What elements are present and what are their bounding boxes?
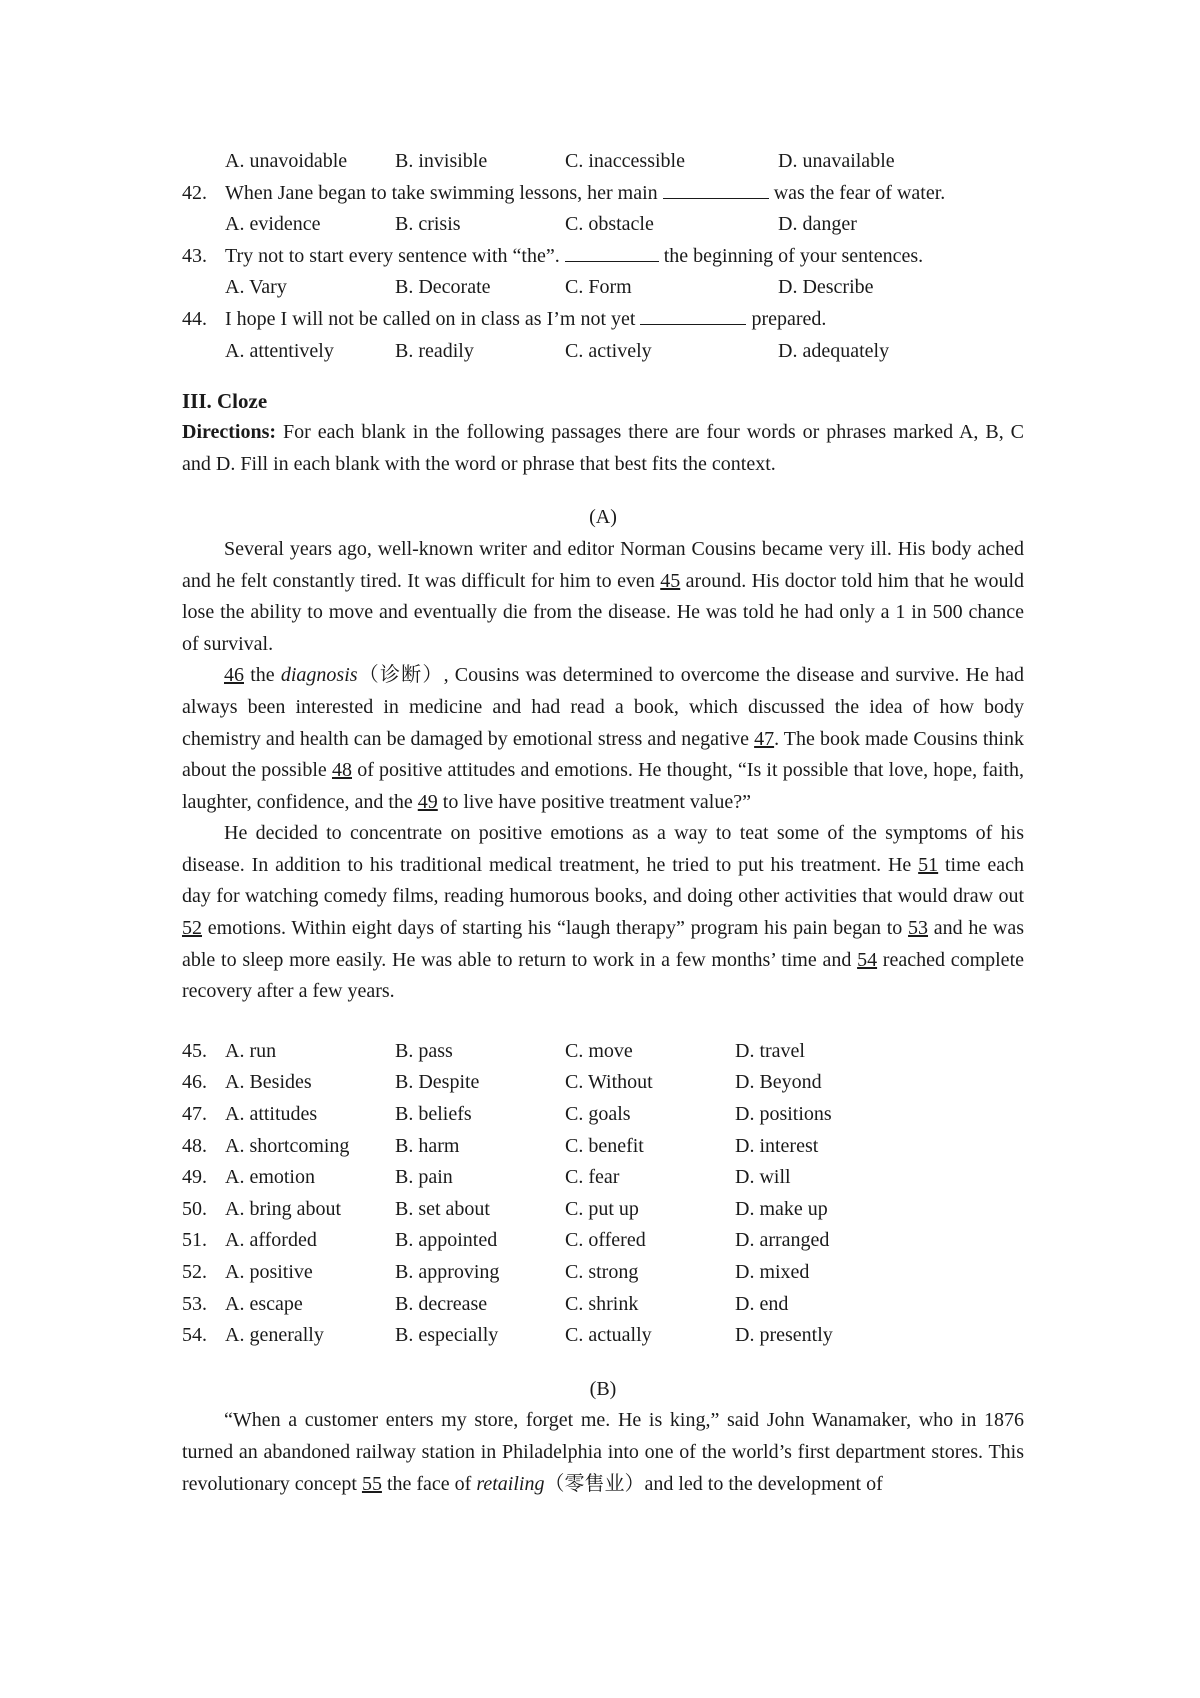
answer-blank: [565, 241, 659, 262]
option-b: B. pain: [395, 1166, 453, 1189]
option-d: D. arranged: [735, 1229, 830, 1252]
q41-options: [182, 146, 1024, 178]
text-run: （零售业）and led to the development of: [544, 1472, 883, 1495]
option-c: C. offered: [565, 1229, 646, 1252]
question-text: [225, 304, 826, 336]
option-c: C. shrink: [565, 1292, 639, 1315]
question-number: 48.: [182, 1134, 207, 1157]
option-a: A. attentively: [225, 339, 334, 362]
option-a: A. Vary: [225, 276, 287, 299]
q41-option-b: B. invisible: [395, 150, 488, 172]
answer-row: [182, 1036, 1024, 1068]
cloze-answer-options: [182, 1036, 1024, 1352]
option-b: B. decrease: [395, 1292, 488, 1315]
option-d: D. make up: [735, 1197, 828, 1220]
q41-option-c: C. inaccessible: [565, 150, 685, 172]
option-c: C. obstacle: [565, 213, 654, 236]
blank-number: 52: [182, 917, 202, 940]
text-run: （诊断）, Cousins was determined to overcome the disease and survive. He had always been interested in medicine and had read a book, which discussed the idea of how body chemistry and health can be damaged by emotional stress and negative: [182, 664, 1024, 750]
option-a: A. generally: [225, 1324, 324, 1347]
answer-row: [182, 1257, 1024, 1289]
option-a: A. attitudes: [225, 1103, 318, 1126]
option-b: B. Despite: [395, 1071, 480, 1094]
option-d: D. end: [735, 1292, 789, 1315]
option-b: B. harm: [395, 1134, 460, 1157]
answer-blank: [663, 178, 769, 199]
text-run: and he was able to sleep more easily. He was able to return to work in a few months’ time and: [182, 917, 1025, 971]
blank-number: 51: [918, 853, 939, 876]
option-d: D. adequately: [778, 339, 890, 362]
section-title: III. Cloze: [182, 389, 268, 414]
answer-row: [182, 1320, 1024, 1352]
q43-options: [182, 272, 1024, 304]
text-run: the: [244, 664, 281, 687]
text-run: time each day for watching comedy films, reading humorous books, and doing other activities that would draw out: [182, 853, 1024, 908]
option-d: D. Beyond: [735, 1071, 822, 1094]
blank-number: 46: [224, 664, 244, 687]
blank-number: 48: [332, 759, 352, 782]
text-run: reached complete recovery after a few years.: [182, 948, 1024, 1003]
blank-number: 54: [857, 948, 878, 971]
question-number: 44.: [182, 307, 207, 330]
question-number: 47.: [182, 1103, 207, 1126]
text-run: around. His doctor told him that he would lose the ability to move and eventually die from the disease. He was told he had only a 1 in 500 chance of survival.: [182, 569, 1024, 655]
option-b: B. readily: [395, 339, 474, 362]
blank-number: 45: [660, 569, 681, 592]
answer-row: [182, 1194, 1024, 1226]
q43-stem: [182, 241, 1024, 273]
option-a: A. escape: [225, 1292, 303, 1315]
q44-options: [182, 336, 1024, 368]
option-a: A. shortcoming: [225, 1134, 350, 1157]
option-c: C. Form: [565, 276, 632, 299]
option-b: B. beliefs: [395, 1103, 472, 1126]
option-a: A. bring about: [225, 1197, 342, 1220]
option-a: A. evidence: [225, 213, 321, 236]
option-b: B. set about: [395, 1197, 490, 1220]
option-a: A. Besides: [225, 1071, 312, 1094]
option-c: C. put up: [565, 1197, 639, 1220]
option-c: C. move: [565, 1039, 633, 1062]
directions: [182, 417, 1024, 480]
option-b: B. pass: [395, 1039, 453, 1062]
option-a: A. positive: [225, 1261, 313, 1283]
answer-row: [182, 1289, 1024, 1321]
option-b: B. approving: [395, 1261, 500, 1283]
blank-number: 55: [361, 1472, 382, 1495]
option-c: C. Without: [565, 1071, 653, 1094]
option-c: C. goals: [565, 1103, 631, 1126]
option-d: D. danger: [778, 213, 857, 236]
stem-before: I hope I will not be called on in class as I’m not yet: [225, 307, 636, 330]
option-a: A. afforded: [225, 1229, 317, 1252]
q44-stem: [182, 304, 1024, 336]
stem-before: When Jane began to take swimming lessons, her main: [225, 181, 658, 204]
text-run: to live have positive treatment value?”: [437, 790, 751, 813]
passage-a-paragraph-2: [182, 660, 1024, 818]
question-number: 46.: [182, 1071, 207, 1094]
option-c: C. actively: [565, 339, 652, 362]
answer-blank: [640, 304, 746, 325]
question-number: 54.: [182, 1324, 207, 1347]
question-number: 42.: [182, 181, 207, 204]
italic-term: diagnosis: [280, 664, 358, 687]
stem-after: the beginning of your sentences.: [663, 244, 924, 267]
question-text: [225, 178, 945, 210]
blank-number: 49: [417, 790, 438, 813]
text-run: of positive attitudes and emotions. He thought, “Is it possible that love, hope, faith, laughter, confidence, and the: [182, 759, 1024, 813]
question-number: 52.: [182, 1261, 207, 1283]
passage-a-paragraph-1: [182, 534, 1024, 660]
passage-a-paragraph-3: [182, 818, 1024, 1008]
option-b: B. appointed: [395, 1229, 498, 1252]
option-a: A. run: [225, 1039, 277, 1062]
directions-label: Directions:: [182, 421, 277, 444]
option-c: C. fear: [565, 1166, 620, 1189]
question-number: 53.: [182, 1292, 207, 1315]
answer-row: [182, 1162, 1024, 1194]
question-text: [225, 241, 923, 273]
stem-before: Try not to start every sentence with “the”.: [225, 244, 560, 267]
passage-b-label: (B): [589, 1377, 617, 1400]
text-run: emotions. Within eight days of starting his “laugh therapy” program his pain began to: [202, 917, 909, 940]
option-a: A. emotion: [225, 1166, 315, 1189]
option-d: D. mixed: [735, 1261, 810, 1283]
option-d: D. interest: [735, 1134, 819, 1157]
text-run: . The book made Cousins think about the possible: [182, 727, 1024, 782]
option-d: D. Describe: [778, 276, 874, 299]
answer-row: [182, 1131, 1024, 1163]
q41-option-d: D. unavailable: [778, 150, 895, 172]
answer-row: [182, 1225, 1024, 1257]
option-b: B. crisis: [395, 213, 461, 236]
q41-option-a: A. unavoidable: [225, 150, 348, 172]
passage-b-paragraph-1: [182, 1405, 1024, 1500]
text-run: Several years ago, well-known writer and editor Norman Cousins became very ill. His body ached and he felt constantly tired. It was difficult for him to even: [182, 537, 1024, 592]
blank-number: 53: [908, 917, 929, 940]
directions-text: For each blank in the following passages there are four words or phrases marked A, B, C and D. Fill in each blank with the word or phrase that best fits the context.: [182, 421, 1024, 475]
exam-page: [182, 146, 1024, 1500]
option-b: B. Decorate: [395, 276, 491, 299]
option-b: B. especially: [395, 1324, 499, 1347]
option-d: D. positions: [735, 1103, 832, 1126]
question-number: 43.: [182, 244, 207, 267]
answer-row: [182, 1099, 1024, 1131]
question-number: 49.: [182, 1166, 207, 1189]
text-run: the face of: [381, 1472, 477, 1495]
italic-term: retailing: [476, 1472, 545, 1495]
q42-options: [182, 209, 1024, 241]
q42-stem: [182, 178, 1024, 210]
option-c: C. strong: [565, 1261, 639, 1283]
option-c: C. actually: [565, 1324, 652, 1347]
answer-row: [182, 1067, 1024, 1099]
stem-after: was the fear of water.: [773, 181, 946, 204]
question-number: 50.: [182, 1197, 207, 1220]
text-run: He decided to concentrate on positive emotions as a way to teat some of the symptoms of his disease. In addition to his traditional medical treatment, he tried to put his treatment. He: [182, 822, 1024, 876]
question-number: 51.: [182, 1229, 207, 1252]
stem-after: prepared.: [751, 307, 827, 330]
passage-a-label: (A): [589, 506, 617, 529]
option-d: D. presently: [735, 1324, 833, 1347]
option-c: C. benefit: [565, 1134, 644, 1157]
option-d: D. will: [735, 1166, 791, 1189]
option-d: D. travel: [735, 1039, 805, 1062]
blank-number: 47: [754, 727, 775, 750]
question-number: 45.: [182, 1039, 207, 1062]
text-run: “When a customer enters my store, forget me. He is king,” said John Wanamaker, who in 1876 turned an abandoned railway station in Philadelphia into one of the world’s first department stores. This revolutionary concept: [182, 1409, 1024, 1495]
